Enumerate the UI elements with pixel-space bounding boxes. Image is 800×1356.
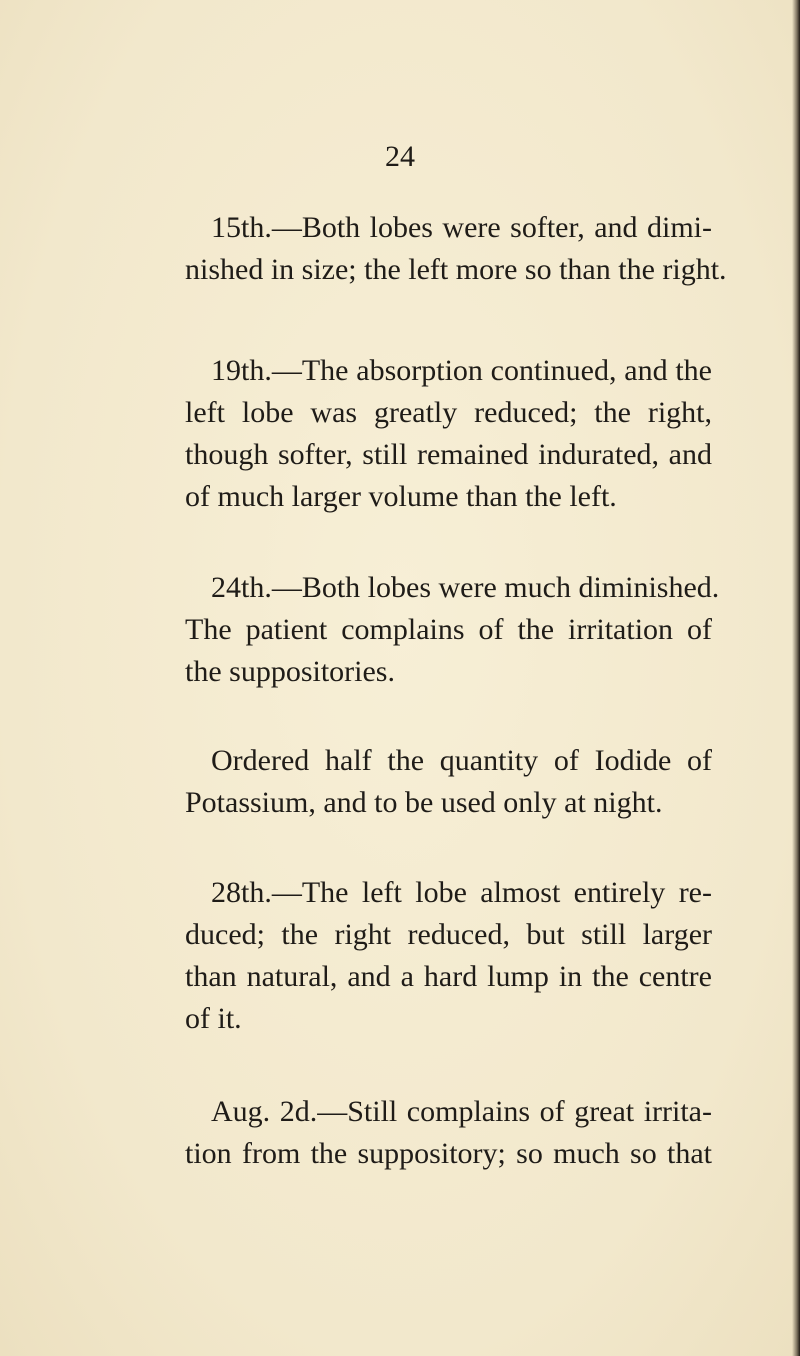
page-edge-shadow — [792, 0, 800, 1356]
paragraph-line: nished in size; the left more so than the right. — [185, 253, 727, 286]
paragraph-15th — [185, 207, 727, 291]
paragraph-line: Ordered half the quantity of Iodide of — [211, 744, 712, 777]
paragraph-line: 28th.—The left lobe almost entirely re- — [211, 876, 712, 909]
paragraph-line: Aug. 2d.—Still complains of great irrita- — [211, 1095, 712, 1128]
paragraph-line: left lobe was greatly reduced; the right, — [185, 396, 712, 429]
paragraph-line: of it. — [185, 1002, 242, 1035]
paragraph-19th — [185, 350, 712, 518]
paragraph-28th — [185, 872, 712, 1040]
paragraph-line: 15th.—Both lobes were softer, and dimi- — [211, 211, 712, 244]
page-number: 24 — [385, 140, 415, 173]
paragraph-ordered — [185, 740, 712, 824]
paragraph-line: Potassium, and to be used only at night. — [185, 786, 663, 819]
paragraph-line: duced; the right reduced, but still larger — [185, 918, 712, 951]
paragraph-line: the suppositories. — [185, 655, 395, 688]
paragraph-line: 24th.—Both lobes were much diminished. — [211, 571, 720, 604]
paragraph-line: tion from the suppository; so much so that — [185, 1137, 712, 1170]
paragraph-line: than natural, and a hard lump in the centre — [185, 960, 712, 993]
paragraph-line: of much larger volume than the left. — [185, 480, 617, 513]
paragraph-line: The patient complains of the irritation of — [185, 613, 712, 646]
paragraph-aug-2d — [185, 1091, 712, 1175]
paragraph-24th — [185, 567, 720, 693]
paragraph-line: 19th.—The absorption continued, and the — [211, 354, 712, 387]
paragraph-line: though softer, still remained indurated, and — [185, 438, 712, 471]
